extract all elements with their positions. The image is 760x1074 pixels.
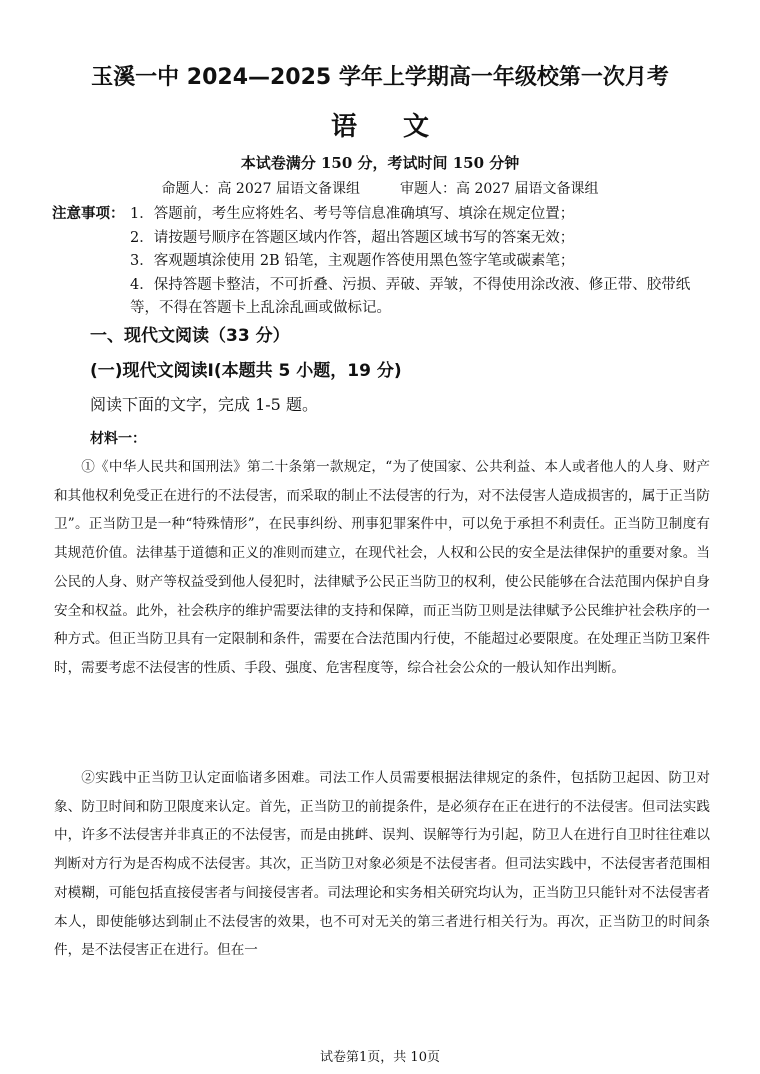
paragraph-1: ①《中华人民共和国刑法》第二十条第一款规定，“为了使国家、公共利益、本人或者他人的人身、财产和其他权利免受正在进行的不法侵害，而采取的制止不法侵害的行为，对不法侵害人造成损害的，属于正当防卫”。正当防卫是一种“特殊情形”，在民事纠纷、刑事犯罪案件中，可以免于承担不利责任。正当防卫制度有其规范价值。法律基于道德和正义的准则而建立，在现代社会，人权和公民的安全是法律保护的重要对象。当公民的人身、财产等权益受到他人侵犯时，法律赋予公民正当防卫的权利，使公民能够在合法范围内保护自身安全和权益。此外，社会秩序的维护需要法律的支持和保障，而正当防卫则是法律赋予公民维护社会秩序的一种方式。但正当防卫具有一定限制和条件，需要在合法范围内行使，不能超过必要限度。在处理正当防卫案件时，需要考虑不法侵害的性质、手段、强度、危害程度等，综合社会公众的一般认知作出判断。	[54, 459, 710, 676]
notice-item: 2．请按题号顺序在答题区域内作答，超出答题区域书写的答案无效；	[130, 229, 575, 246]
score-time-line: 本试卷满分 150 分，考试时间 150 分钟	[240, 154, 520, 172]
paragraph-2: ②实践中正当防卫认定面临诸多困难。司法工作人员需要根据法律规定的条件，包括防卫起因、防卫对象、防卫时间和防卫限度来认定。首先，正当防卫的前提条件，是必须存在正在进行的不法侵害。但司法实践中，许多不法侵害并非真正的不法侵害，而是由挑衅、误判、误解等行为引起，防卫人在进行自卫时往往难以判断对方行为是否构成不法侵害。其次，正当防卫对象必须是不法侵害者。但司法实践中，不法侵害者范围相对模糊，可能包括直接侵害者与间接侵害者。司法理论和实务相关研究均认为，正当防卫只能针对不法侵害者本人，即使能够达到制止不法侵害的效果，也不可对无关的第三者进行相关行为。再次，正当防卫的时间条件，是不法侵害正在进行。但在一	[54, 770, 710, 959]
subject-title: 语文	[330, 112, 475, 142]
notice-label: 注意事项：	[52, 206, 125, 222]
notice-item: 4．保持答题卡整洁，不可折叠、污损、弄破、弄皱，不得使用涂改液、修正带、胶带纸等，不得在答题卡上乱涂乱画或做标记。	[130, 276, 691, 316]
reading-instruction: 阅读下面的文字，完成 1-5 题。	[90, 395, 318, 414]
exam-title: 玉溪一中 2024—2025 学年上学期高一年级校第一次月考	[91, 65, 669, 90]
author-label: 命题人：高 2027 届语文备课组	[161, 181, 360, 197]
section-subheading: (一)现代文阅读Ⅰ(本题共 5 小题，19 分)	[90, 361, 402, 381]
page-footer: 试卷第1页，共 10页	[320, 1050, 440, 1065]
author-line	[0, 178, 760, 198]
notice-block	[52, 203, 712, 321]
notice-list	[52, 203, 712, 321]
section-heading: 一、现代文阅读（33 分）	[90, 326, 290, 346]
notice-item: 3．客观题填涂使用 2B 铅笔，主观题作答使用黑色签字笔或碳素笔；	[130, 253, 575, 269]
reviewer-label: 审题人：高 2027 届语文备课组	[400, 181, 599, 197]
material-label: 材料一：	[90, 431, 146, 447]
notice-item: 1．答题前，考生应将姓名、考号等信息准确填写、填涂在规定位置；	[130, 206, 575, 222]
